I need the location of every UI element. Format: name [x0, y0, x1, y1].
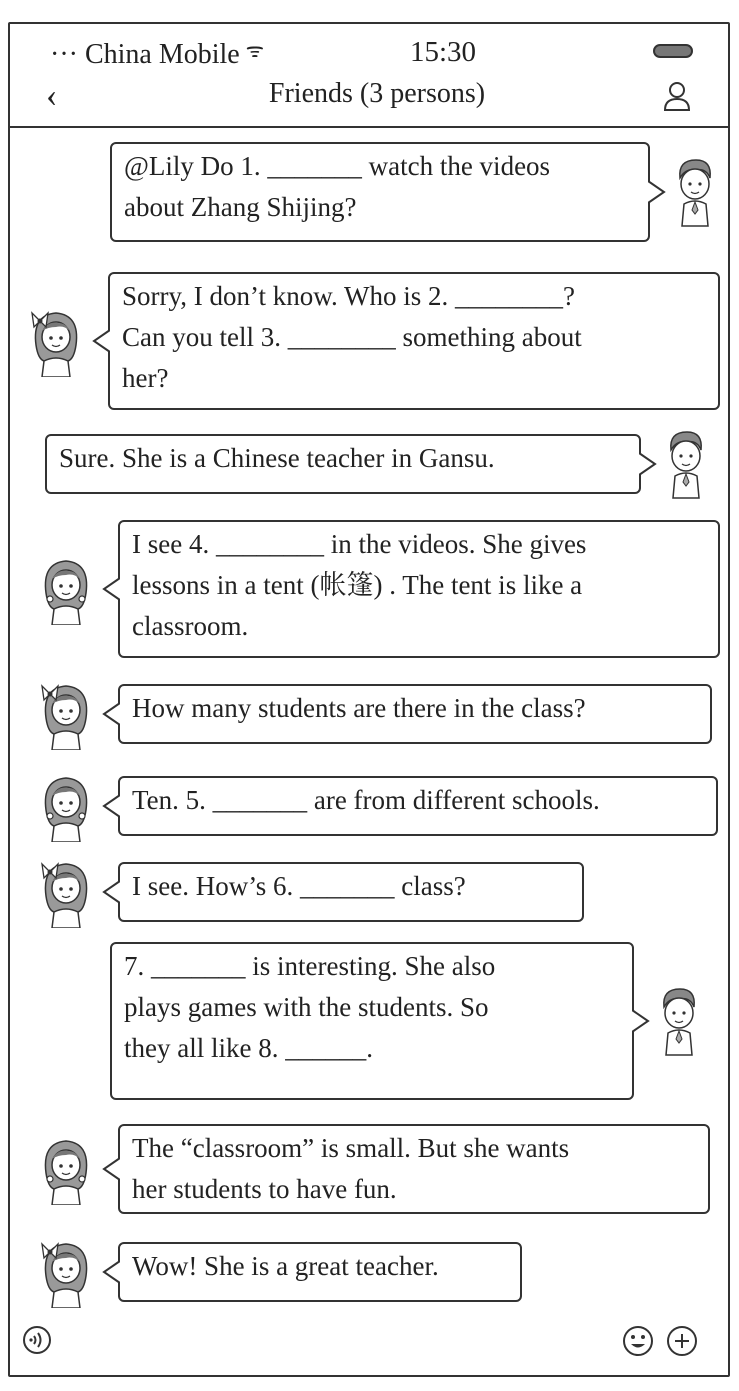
message-bubble[interactable]: Wow! She is a great teacher. — [118, 1242, 522, 1302]
avatar-girl-bow[interactable] — [34, 1232, 98, 1308]
avatar-girl-round[interactable] — [34, 549, 98, 625]
wifi-icon: ᯤ — [245, 40, 265, 62]
chevron-left-icon: ‹ — [46, 77, 58, 114]
bubble-tail — [102, 879, 120, 905]
voice-icon[interactable] — [22, 1325, 52, 1355]
smiley-icon[interactable] — [622, 1325, 654, 1357]
chat-header — [10, 74, 728, 128]
message-bubble[interactable]: Sorry, I don’t know. Who is 2. ________? Can you tell 3. ________ something about her? — [108, 272, 720, 410]
avatar-girl-round[interactable] — [34, 766, 98, 842]
avatar-girl-bow[interactable] — [34, 674, 98, 750]
avatar-boy[interactable] — [646, 981, 710, 1057]
carrier-name: ··· China Mobile $^ᯤ$ — [50, 39, 265, 70]
message-bubble[interactable]: The “classroom” is small. But she wants her students to have fun. — [118, 1124, 710, 1214]
chat-title: Friends (3 persons) — [268, 78, 486, 109]
message-bubble[interactable]: Ten. 5. _______ are from different schools. — [118, 776, 718, 836]
avatar-boy[interactable] — [653, 424, 717, 500]
bubble-tail — [102, 793, 120, 819]
avatar-boy[interactable] — [662, 152, 726, 228]
message-bubble[interactable]: I see. How’s 6. _______ class? — [118, 862, 584, 922]
phone-frame — [8, 22, 730, 1377]
bubble-tail — [92, 328, 110, 354]
message-bubble[interactable]: How many students are there in the class? — [118, 684, 712, 744]
bubble-tail — [102, 576, 120, 602]
message-bubble[interactable]: Sure. She is a Chinese teacher in Gansu. — [45, 434, 641, 494]
person-icon[interactable] — [662, 80, 692, 112]
avatar-girl-bow[interactable] — [34, 852, 98, 928]
message-bubble[interactable]: I see 4. ________ in the videos. She gives lessons in a tent (帐篷) . The tent is like a classroom. — [118, 520, 720, 658]
battery-icon — [653, 44, 693, 58]
status-time: 15:30 — [410, 36, 477, 68]
bubble-tail — [102, 701, 120, 727]
plus-icon[interactable] — [666, 1325, 698, 1357]
input-bar — [10, 1315, 728, 1375]
avatar-girl-bow[interactable] — [24, 301, 88, 377]
avatar-girl-round[interactable] — [34, 1129, 98, 1205]
status-bar — [10, 24, 728, 74]
bubble-tail — [102, 1156, 120, 1182]
bubble-tail — [102, 1259, 120, 1285]
message-bubble[interactable]: 7. _______ is interesting. She also plays games with the students. So they all like 8. ______. — [110, 942, 634, 1100]
message-bubble[interactable]: @Lily Do 1. _______ watch the videos about Zhang Shijing? — [110, 142, 650, 242]
